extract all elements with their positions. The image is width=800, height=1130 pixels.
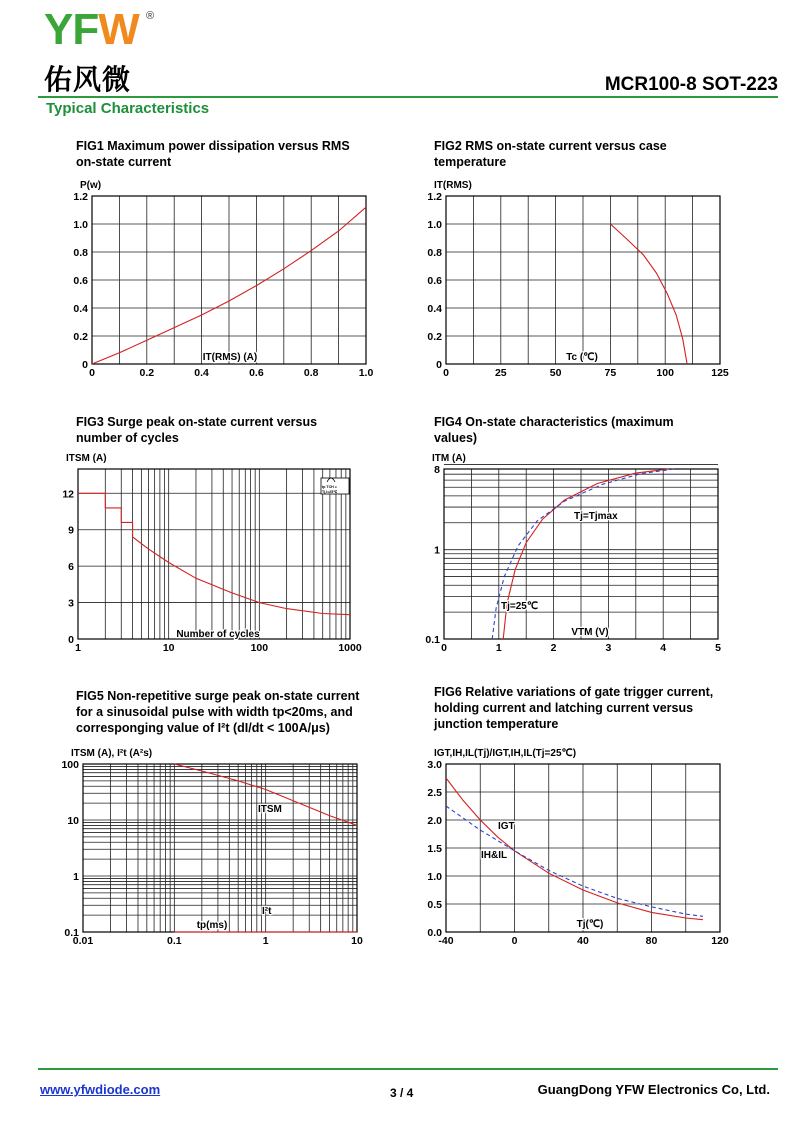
fig4-y-axis-label: ITM (A) bbox=[432, 453, 466, 464]
fig4-x-tick-label: 3 bbox=[605, 642, 612, 654]
fig1-chart bbox=[73, 180, 373, 379]
fig4-y-tick-label: 8 bbox=[434, 464, 440, 476]
fig6-series-label: IH&IL bbox=[481, 850, 508, 861]
fig3-y-tick-label: 0 bbox=[68, 634, 74, 646]
fig1-y-tick-label: 1.0 bbox=[73, 219, 88, 231]
fig1-y-tick-label: 0.8 bbox=[73, 247, 88, 259]
logo-chinese-name: 佑风微 bbox=[44, 63, 132, 96]
fig2-title-line2: temperature bbox=[434, 155, 507, 169]
fig6-series-line bbox=[446, 806, 703, 916]
fig5-x-tick-label: 0.1 bbox=[167, 935, 182, 947]
fig5-y-tick-label: 1 bbox=[73, 871, 79, 883]
fig2-x-tick-label: 125 bbox=[711, 367, 729, 379]
logo-letter-w: W bbox=[98, 5, 139, 54]
fig6-title-line2: holding current and latching current versus bbox=[434, 701, 694, 715]
fig6-x-tick-label: 0 bbox=[511, 935, 518, 947]
fig3-series-line bbox=[78, 493, 350, 614]
fig3-chart bbox=[62, 453, 362, 654]
fig6-x-tick-label: 120 bbox=[711, 935, 729, 947]
fig1-y-tick-label: 0.2 bbox=[73, 331, 88, 343]
fig4-x-axis-label: VTM (V) bbox=[571, 627, 609, 638]
fig3-y-tick-label: 9 bbox=[68, 524, 74, 537]
fig1-x-tick-label: 0.4 bbox=[194, 367, 209, 379]
fig4-x-tick-label: 5 bbox=[715, 642, 721, 654]
fig5-x-tick-label: 10 bbox=[351, 935, 363, 947]
fig2-y-tick-label: 0 bbox=[436, 359, 442, 371]
fig2-title-line1: FIG2 RMS on-state current versus case bbox=[434, 139, 667, 153]
fig2-y-tick-label: 0.4 bbox=[427, 303, 442, 315]
fig6-x-tick-label: 40 bbox=[577, 935, 589, 947]
fig1-y-tick-label: 0.4 bbox=[73, 303, 88, 315]
fig2-x-tick-label: 25 bbox=[494, 367, 507, 379]
fig2-x-tick-label: 50 bbox=[549, 367, 562, 379]
fig3-x-tick-label: 1 bbox=[75, 642, 81, 654]
fig1-title-line1: FIG1 Maximum power dissipation versus RMS bbox=[76, 139, 350, 153]
fig3-x-tick-label: 1000 bbox=[338, 642, 362, 654]
fig1-y-tick-label: 1.2 bbox=[73, 191, 88, 203]
section-title: Typical Characteristics bbox=[46, 100, 210, 117]
fig1-x-tick-label: 0.2 bbox=[139, 367, 155, 379]
fig3-y-tick-label: 3 bbox=[68, 597, 74, 610]
fig3-x-axis-label: Number of cycles bbox=[176, 629, 260, 640]
fig4-chart bbox=[425, 453, 721, 654]
fig2-y-tick-label: 1.2 bbox=[427, 191, 442, 203]
fig1-x-tick-label: 0.8 bbox=[303, 367, 319, 379]
fig6-title-line3: junction temperature bbox=[434, 717, 559, 731]
fig2-y-tick-label: 0.2 bbox=[427, 331, 442, 343]
fig3-title-line2: number of cycles bbox=[76, 431, 179, 445]
fig1-x-axis-label: IT(RMS) (A) bbox=[202, 352, 258, 363]
fig6-x-tick-label: -40 bbox=[438, 935, 454, 947]
registered-mark: ® bbox=[146, 10, 155, 22]
fig5-title-line2: for a sinusoidal pulse with width tp<20ms, and bbox=[76, 705, 353, 719]
website-link[interactable]: www.yfwdiode.com bbox=[40, 1082, 161, 1097]
fig1-y-tick-label: 0.6 bbox=[73, 275, 88, 287]
fig1-x-tick-label: 1.0 bbox=[358, 367, 374, 379]
fig6-y-tick-label: 2.0 bbox=[427, 815, 442, 827]
fig5-y-tick-label: 0.1 bbox=[64, 927, 79, 939]
fig2-x-tick-label: 0 bbox=[443, 367, 449, 379]
part-number-title: MCR100-8 SOT-223 bbox=[604, 74, 778, 95]
fig6-y-tick-label: 1.5 bbox=[427, 843, 442, 855]
fig3-title-line1: FIG3 Surge peak on-state current versus bbox=[76, 415, 318, 429]
fig5-title-line3: corresponging value of I²t (dI/dt < 100A/μs) bbox=[76, 721, 330, 735]
fig4-x-tick-label: 2 bbox=[550, 642, 557, 654]
fig5-y-axis-label: ITSM (A), I²t (A²s) bbox=[71, 748, 153, 759]
fig2-y-axis-label: IT(RMS) bbox=[434, 180, 472, 191]
page-number: 3 / 4 bbox=[390, 1086, 414, 1100]
logo-letters-yf: YF bbox=[44, 5, 99, 54]
fig6-title-line1: FIG6 Relative variations of gate trigger current, bbox=[434, 685, 714, 699]
fig3-plot-frame bbox=[78, 469, 350, 639]
fig1-y-tick-label: 0 bbox=[82, 359, 88, 371]
fig3-x-tick-label: 10 bbox=[162, 642, 175, 654]
fig6-y-tick-label: 3.0 bbox=[427, 759, 442, 771]
fig4-y-tick-label: 0.1 bbox=[425, 634, 440, 646]
fig1-x-tick-label: 0 bbox=[89, 367, 95, 379]
fig2-y-tick-label: 1.0 bbox=[427, 219, 442, 231]
fig6-y-tick-label: 0.5 bbox=[427, 899, 442, 911]
fig4-y-tick-label: 1 bbox=[434, 544, 440, 557]
fig5-plot-frame bbox=[83, 764, 357, 932]
fig2-series-line bbox=[610, 224, 687, 364]
fig4-title-line2: values) bbox=[434, 431, 478, 445]
fig3-y-tick-label: 6 bbox=[68, 561, 74, 574]
fig4-x-tick-label: 1 bbox=[495, 642, 502, 654]
fig5-series-label: ITSM bbox=[258, 804, 282, 815]
fig1-x-tick-label: 0.6 bbox=[249, 367, 264, 379]
fig5-series-label: I²t bbox=[262, 906, 272, 917]
fig2-y-tick-label: 0.8 bbox=[427, 247, 442, 259]
fig4-x-tick-label: 4 bbox=[660, 642, 667, 654]
fig2-x-tick-label: 100 bbox=[656, 367, 674, 379]
fig5-x-tick-label: 1 bbox=[262, 935, 269, 947]
fig5-x-tick-label: 0.01 bbox=[72, 935, 94, 947]
fig6-y-tick-label: 2.5 bbox=[427, 787, 442, 799]
footer-divider bbox=[38, 1068, 778, 1070]
fig3-y-tick-label: 12 bbox=[62, 488, 74, 501]
fig4-x-tick-label: 0 bbox=[441, 642, 447, 654]
fig5-x-axis-label: tp(ms) bbox=[196, 920, 228, 931]
fig6-x-axis-label: Tj(℃) bbox=[576, 919, 604, 930]
fig6-series-line bbox=[446, 778, 703, 920]
fig6-y-tick-label: 0.0 bbox=[427, 927, 442, 939]
fig6-chart bbox=[427, 748, 729, 947]
fig5-y-tick-label: 100 bbox=[61, 759, 79, 771]
fig3-x-tick-label: 100 bbox=[250, 642, 269, 654]
fig5-y-tick-label: 10 bbox=[67, 815, 79, 827]
fig1-y-axis-label: P(w) bbox=[80, 180, 102, 191]
fig5-title-line1: FIG5 Non-repetitive surge peak on-state current bbox=[76, 689, 360, 703]
fig2-y-tick-label: 0.6 bbox=[427, 275, 442, 287]
fig6-y-tick-label: 1.0 bbox=[427, 871, 442, 883]
fig2-x-tick-label: 75 bbox=[604, 367, 617, 379]
fig1-title-line2: on-state current bbox=[76, 155, 172, 169]
fig3-inset-text: tp TCH = bbox=[322, 485, 337, 489]
company-name: GuangDong YFW Electronics Co, Ltd. bbox=[537, 1082, 770, 1097]
fig5-chart bbox=[61, 748, 363, 947]
fig6-x-tick-label: 80 bbox=[645, 935, 658, 947]
fig6-series-label: IGT bbox=[498, 821, 515, 832]
fig2-chart bbox=[427, 180, 729, 379]
fig4-series-label: Tj=Tjmax bbox=[574, 511, 618, 522]
fig3-inset-text: Tj,l=25℃ bbox=[322, 490, 338, 494]
fig3-y-axis-label: ITSM (A) bbox=[66, 453, 107, 464]
fig4-title-line1: FIG4 On-state characteristics (maximum bbox=[434, 415, 674, 429]
fig2-x-axis-label: Tc (℃) bbox=[566, 352, 598, 363]
fig4-series-label: Tj=25℃ bbox=[501, 601, 539, 612]
fig6-y-axis-label: IGT,IH,IL(Tj)/IGT,IH,IL(Tj=25℃) bbox=[434, 748, 577, 759]
